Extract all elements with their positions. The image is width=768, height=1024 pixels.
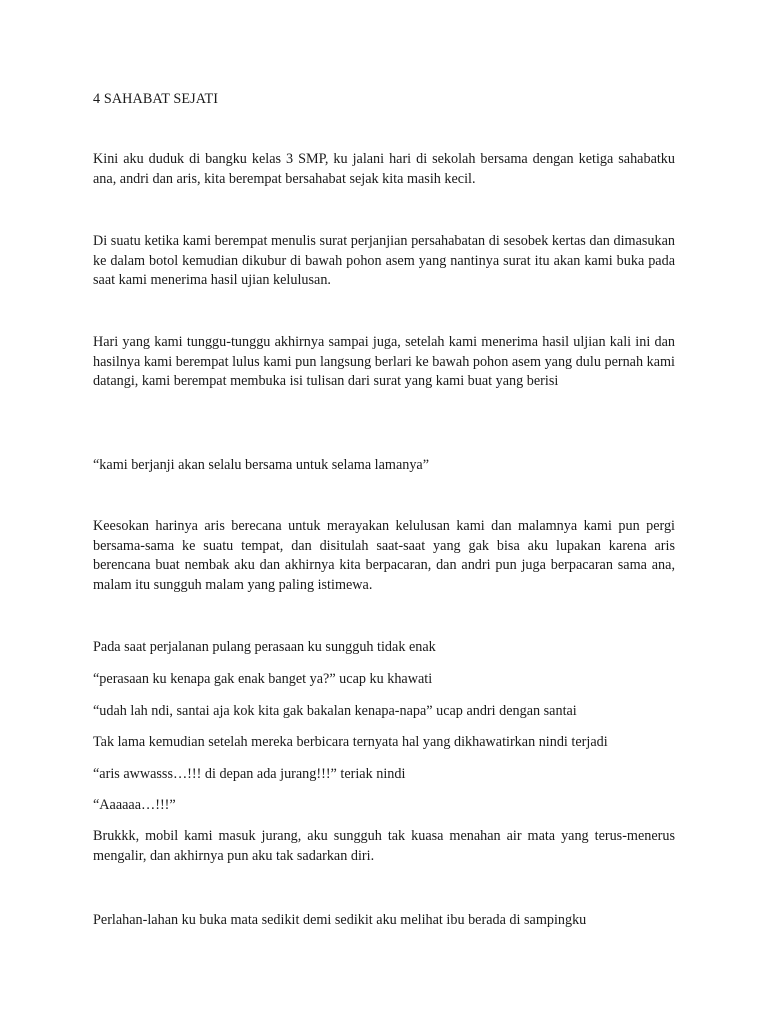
dialogue-1: “perasaan ku kenapa gak enak banget ya?” ucap ku khawati bbox=[93, 671, 433, 687]
paragraph-8: Perlahan-lahan ku buka mata sedikit demi sedikit aku melihat ibu berada di sampingku bbox=[93, 912, 587, 928]
quote-promise: “kami berjanji akan selalu bersama untuk selama lamanya” bbox=[93, 457, 430, 473]
dialogue-2: “udah lah ndi, santai aja kok kita gak bakalan kenapa-napa” ucap andri dengan santai bbox=[93, 703, 577, 719]
paragraph-2: Di suatu ketika kami berempat menulis surat perjanjian persahabatan di sesobek kertas dan dimasukan ke dalam botol kemudian dikubur di bawah pohon asem yang nantinya surat itu akan kami buka pada saat kami menerima hasil ujian kelulusan. bbox=[93, 233, 675, 289]
paragraph-1: Kini aku duduk di bangku kelas 3 SMP, ku jalani hari di sekolah bersama dengan ketiga sahabatku ana, andri dan aris, kita berempat bersahabat sejak kita masih kecil. bbox=[93, 151, 675, 187]
paragraph-7: Brukkk, mobil kami masuk jurang, aku sungguh tak kuasa menahan air mata yang terus-menerus mengalir, dan akhirnya pun aku tak sadarkan diri. bbox=[93, 828, 675, 864]
story-title: 4 SAHABAT SEJATI bbox=[93, 91, 219, 107]
paragraph-6: Tak lama kemudian setelah mereka berbicara ternyata hal yang dikhawatirkan nindi terjadi bbox=[93, 734, 608, 750]
dialogue-4: “Aaaaaa…!!!” bbox=[93, 797, 176, 813]
paragraph-5: Pada saat perjalanan pulang perasaan ku sungguh tidak enak bbox=[93, 639, 436, 655]
dialogue-3: “aris awwasss…!!! di depan ada jurang!!!” teriak nindi bbox=[93, 766, 406, 782]
paragraph-4: Keesokan harinya aris berecana untuk merayakan kelulusan kami dan malamnya kami pun pergi bersama-sama ke suatu tempat, dan disitulah saat-saat yang gak bisa aku lupakan karena aris berencana buat nembak aku dan akhirnya kita berpacaran, dan andri pun juga berpacaran sama ana, malam itu sungguh malam yang paling istimewa. bbox=[93, 518, 675, 593]
paragraph-3: Hari yang kami tunggu-tunggu akhirnya sampai juga, setelah kami menerima hasil uljian kali ini dan hasilnya kami berempat lulus kami pun langsung berlari ke bawah pohon asem yang dulu pernah kami datangi, kami berempat membuka isi tulisan dari surat yang kami buat yang berisi bbox=[93, 334, 675, 390]
